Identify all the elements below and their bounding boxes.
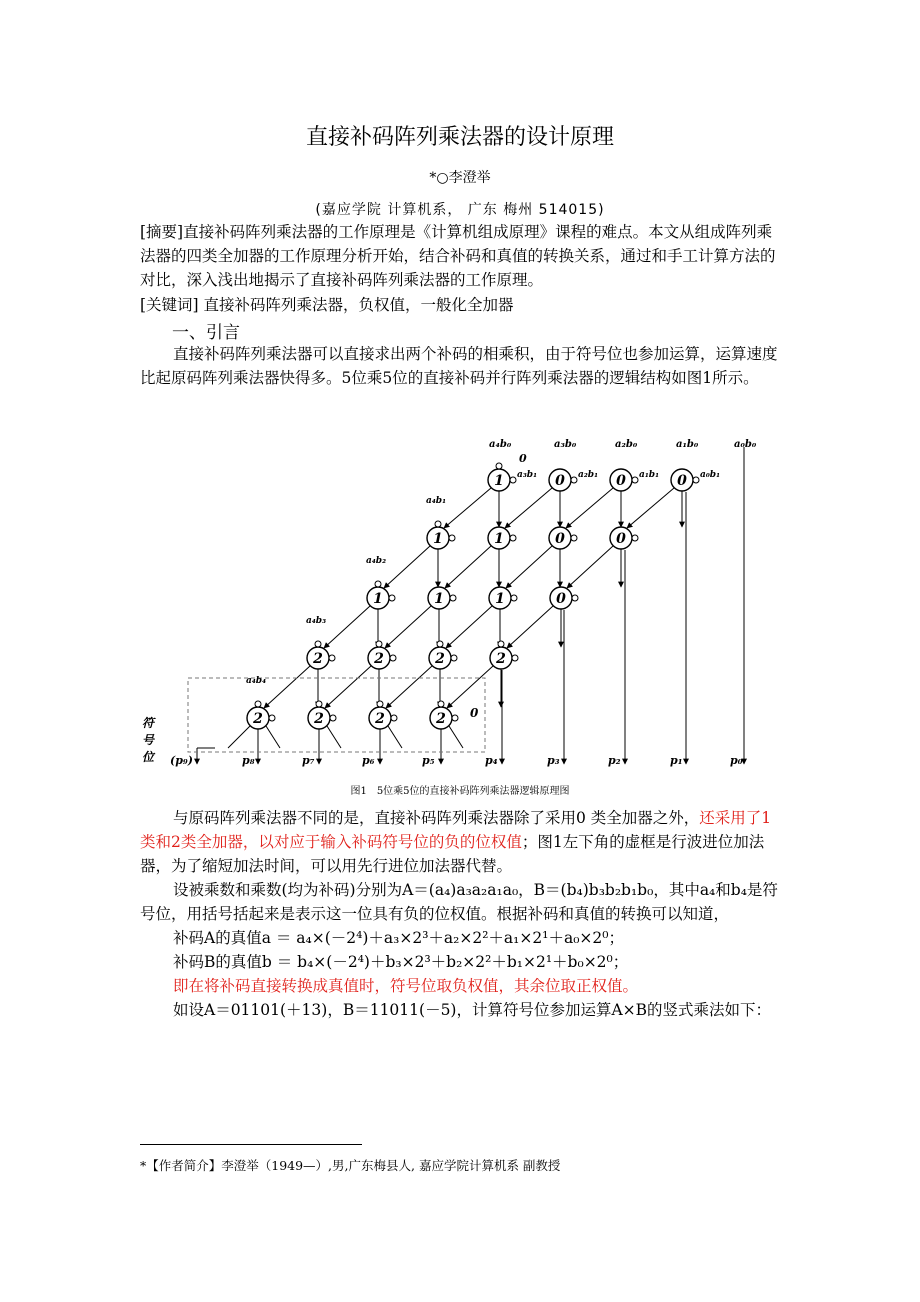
output-label: p₃ — [547, 754, 560, 767]
top-input-label: a₄b₀ — [489, 439, 512, 450]
cell-type-label: 2 — [253, 711, 263, 727]
cell-type-label: 2 — [313, 651, 323, 667]
paragraph-3: 设被乘数和乘数(均为补码)分别为A＝(a₄)a₃a₂a₁a₀，B＝(b₄)b₃b₂b₁b₀，其中a₄和b₄是符号位，用括号括起来是表示这一位具有负的位权值。根据补码和真值的转换可以知道， — [140, 881, 778, 923]
sign-label: 位 — [142, 750, 155, 764]
footnote: *【作者简介】李澄举（1949—）,男,广东梅县人, 嘉应学院计算机系 副教授 — [140, 1158, 561, 1173]
equation-a: 补码A的真值a ＝ a₄×(－2⁴)＋a₃×2³＋a₂×2²＋a₁×2¹＋a₀×2⁰； — [173, 929, 624, 947]
cell-type-label: 2 — [314, 711, 324, 727]
cell-type-label: 1 — [434, 591, 444, 607]
top-input-label: a₀b₀ — [734, 439, 757, 450]
author: *○李澄举 — [429, 170, 491, 186]
intro-paragraph: 直接补码阵列乘法器可以直接求出两个补码的相乘积，由于符号位也参加运算，运算速度比起原码阵列乘法器快得多。5位乘5位的直接补码并行阵列乘法器的逻辑结构如图1所示。 — [140, 345, 778, 387]
left-input-label: a₄b₁ — [426, 496, 447, 506]
cell-type-label: 2 — [496, 651, 506, 667]
output-label: p₈ — [242, 754, 255, 767]
zero-input: 0 — [519, 452, 527, 465]
cell-type-label: 1 — [494, 473, 504, 489]
zero-input-bottom: 0 — [470, 706, 479, 720]
equation-b: 补码B的真值b ＝ b₄×(－2⁴)＋b₃×2³＋b₂×2²＋b₁×2¹＋b₀×2⁰； — [173, 953, 629, 971]
multiplier-figure — [140, 432, 785, 782]
output-label: p₂ — [608, 754, 621, 767]
output-label: p₆ — [362, 754, 375, 767]
left-input-label: a₄b₄ — [246, 676, 267, 686]
output-label: (p₉) — [170, 754, 193, 767]
output-label: p₁ — [670, 754, 683, 767]
cell-type-label: 1 — [433, 531, 443, 547]
right-input-label: a₀b₁ — [700, 470, 721, 480]
keywords: [关键词] 直接补码阵列乘法器，负权值，一般化全加器 — [140, 296, 514, 314]
cell-type-label: 1 — [494, 531, 504, 547]
left-input-label: a₄b₃ — [306, 616, 327, 626]
output-label: p₀ — [730, 754, 743, 767]
cell-type-label: 0 — [616, 531, 626, 547]
left-input-label: a₄b₂ — [366, 556, 387, 566]
sign-label: 号 — [142, 733, 155, 747]
cell-type-label: 0 — [677, 473, 687, 489]
output-label: p₅ — [422, 754, 435, 767]
cell-type-label: 0 — [555, 473, 565, 489]
cell-type-label: 1 — [373, 591, 383, 607]
figure-caption: 图1 5位乘5位的直接补码阵列乘法器逻辑原理图 — [350, 786, 570, 797]
cell-type-label: 1 — [495, 591, 505, 607]
top-input-label: a₁b₀ — [676, 439, 699, 450]
affiliation: (嘉应学院 计算机系， 广东 梅州 514015) — [315, 202, 605, 218]
cell-type-label: 2 — [374, 651, 384, 667]
right-input-label: a₂b₁ — [578, 470, 599, 480]
cell-type-label: 2 — [435, 651, 445, 667]
page-title: 直接补码阵列乘法器的设计原理 — [305, 125, 614, 150]
right-input-label: a₁b₁ — [639, 470, 660, 480]
example-line: 如设A＝01101(＋13)，B＝11011(－5)，计算符号位参加运算A×B的竖式乘法如下： — [173, 1001, 772, 1019]
paragraph-2: 与原码阵列乘法器不同的是，直接补码阵列乘法器除了采用0 类全加器之外，还采用了1类和2类全加器，以对应于输入补码符号位的负的位权值；图1左下角的虚框是行波进位加法器，为了缩短加法时间，可以用先行进位加法器代替。 — [140, 809, 772, 875]
abstract: [摘要]直接补码阵列乘法器的工作原理是《计算机组成原理》课程的难点。本文从组成阵列乘法器的四类全加器的工作原理分析开始，结合补码和真值的转换关系，通过和手工计算方法的对比，深入浅出地揭示了直接补码阵列乘法器的工作原理。 — [140, 223, 776, 289]
top-input-label: a₂b₀ — [615, 439, 638, 450]
cell-type-label: 2 — [375, 711, 385, 727]
cell-type-label: 0 — [555, 531, 565, 547]
cell-type-label: 0 — [556, 591, 566, 607]
footnote-rule — [140, 1144, 362, 1145]
section-heading: 一、引言 — [172, 323, 240, 343]
sign-label: 符 — [142, 716, 155, 730]
red-highlight: 还采用了1类和2类全加器，以对应于输入补码符号位的负的位权值 — [140, 809, 772, 851]
top-input-label: a₃b₀ — [554, 439, 577, 450]
right-input-label: a₃b₁ — [517, 470, 538, 480]
output-label: p₄ — [485, 754, 498, 767]
weight-note: 即在将补码直接转换成真值时，符号位取负权值，其余位取正权值。 — [173, 977, 639, 995]
output-label: p₇ — [302, 754, 315, 767]
cell-type-label: 0 — [616, 473, 626, 489]
cell-type-label: 2 — [436, 711, 446, 727]
